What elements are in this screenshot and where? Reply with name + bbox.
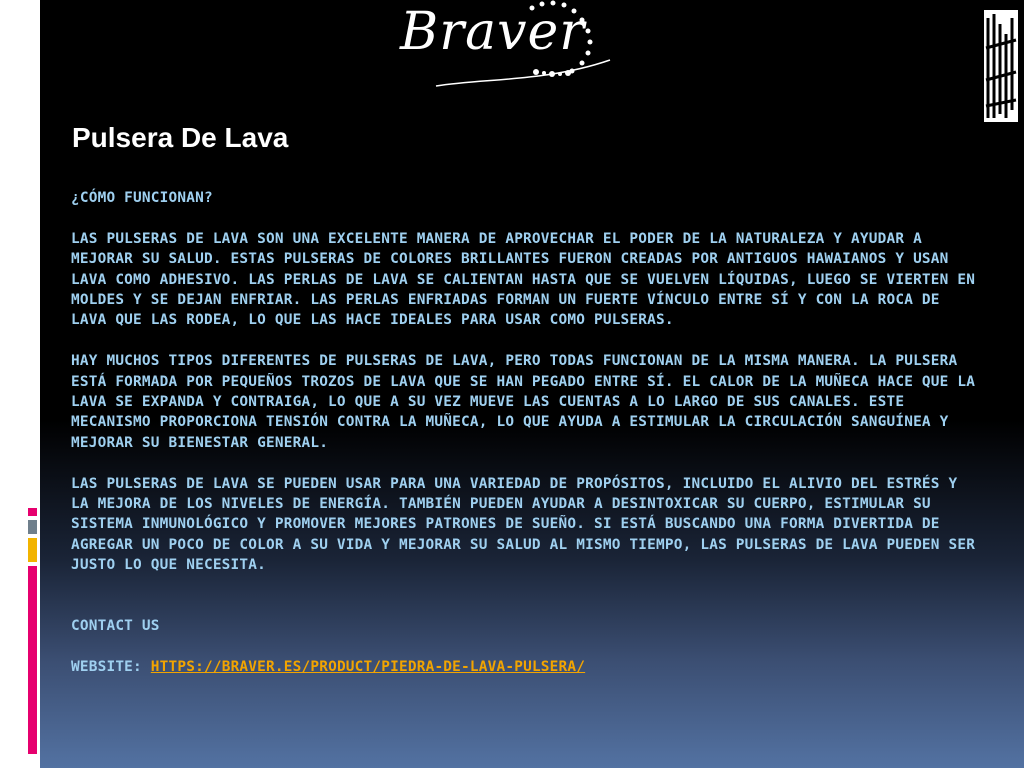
website-link[interactable]: HTTPS://BRAVER.ES/PRODUCT/PIEDRA-DE-LAVA-PULSERA/ [150,659,586,676]
paragraph-1: LAS PULSERAS DE LAVA SON UNA EXCELENTE MANERA DE APROVECHAR EL PODER DE LA NATURALEZA Y AYUDAR A MEJORAR SU SALUD. ESTAS PULSERAS DE COLORES BRILLANTES FUERON CREADAS POR ANTIGUOS HAWAIANOS Y USAN LAVA COMO ADHESIVO. LAS PERLAS DE LAVA SE CALIENTAN HASTA QUE SE VUELVEN LÍQUIDAS, LUEGO SE VIERTEN EN MOLDES Y SE DEJAN ENFRIAR. LAS PERLAS ENFRIADAS FORMAN UN FUERTE VÍNCULO ENTRE SÍ Y CON LA ROCA DE LAVA QUE LAS RODEA, LO QUE LAS HACE IDEALES PARA USAR COMO PULSERAS. [71,230,976,329]
accent-bar-yellow [28,538,37,562]
accent-bar-pink-long [28,566,37,754]
website-row [71,657,981,677]
logo-wordmark: Braver [400,2,586,62]
window-panes-icon [984,10,1018,122]
accent-bar-pink-small [28,508,37,516]
section-heading: ¿CÓMO FUNCIONAN? [71,190,213,206]
website-label: WEBSITE: [71,659,142,676]
paragraph-3: LAS PULSERAS DE LAVA SE PUEDEN USAR PARA UNA VARIEDAD DE PROPÓSITOS, INCLUIDO EL ALIVIO DEL ESTRÉS Y LA MEJORA DE LOS NIVELES DE ENERGÍA. TAMBIÉN PUEDEN AYUDAR A DESINTOXICAR SU CUERPO, ESTIMULAR SU SISTEMA INMUNOLÓGICO Y PROMOVER MEJORES PATRONES DE SUEÑO. SI ESTÁ BUSCANDO UNA FORMA DIVERTIDA DE AGREGAR UN POCO DE COLOR A SU VIDA Y MEJORAR SU SALUD AL MISMO TIEMPO, LAS PULSERAS DE LAVA PUEDEN SER JUSTO LO QUE NECESITA. [71,475,976,574]
contact-heading: CONTACT US [71,618,160,635]
accent-bar-gray [28,520,37,534]
paragraph-2: HAY MUCHOS TIPOS DIFERENTES DE PULSERAS DE LAVA, PERO TODAS FUNCIONAN DE LA MISMA MANERA. LA PULSERA ESTÁ FORMADA POR PEQUEÑOS TROZOS DE LAVA QUE SE HAN PEGADO ENTRE SÍ. EL CALOR DE LA MUÑECA HACE QUE LA LAVA SE EXPANDA Y CONTRAIGA, LO QUE A SU VEZ MUEVE LAS CUENTAS A LO LARGO DE SUS CANALES. ESTE MECANISMO PROPORCIONA TENSIÓN CONTRA LA MUÑECA, LO QUE AYUDA A ESTIMULAR LA CIRCULACIÓN SANGUÍNEA Y MEJORAR SU BIENESTAR GENERAL. [71,353,976,451]
braver-logo [396,0,614,92]
page-title: Pulsera De Lava [72,122,289,153]
slide-body [71,188,981,678]
